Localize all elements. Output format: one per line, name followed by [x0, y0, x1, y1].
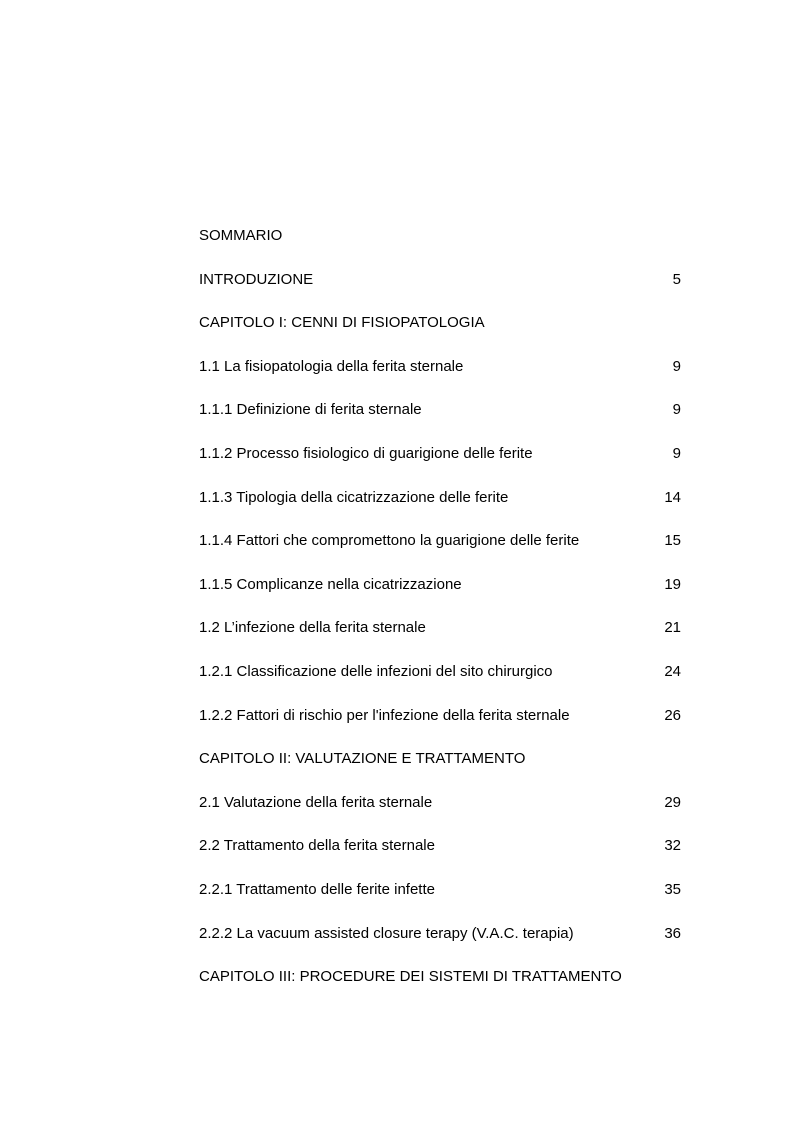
toc-chapter-heading — [199, 966, 681, 988]
toc-entry-page: 35 — [664, 880, 681, 898]
toc-entry — [199, 487, 681, 509]
toc-entry-label: 1.1 La fisiopatologia della ferita sternale — [199, 357, 464, 375]
toc-entry-page: 26 — [664, 706, 681, 724]
toc-entry-page: 19 — [664, 575, 681, 593]
toc-entry-label: 1.2 L’infezione della ferita sternale — [199, 619, 426, 637]
toc-entry-label: 2.2 Trattamento della ferita sternale — [199, 837, 435, 855]
toc-entry-label: 2.2.1 Trattamento delle ferite infette — [199, 880, 435, 898]
toc-entry — [199, 705, 681, 727]
toc-entry-label: CAPITOLO III: PROCEDURE DEI SISTEMI DI TRATTAMENTO — [199, 968, 622, 986]
toc-entry-page: 14 — [664, 488, 681, 506]
toc-entry-page: 15 — [664, 532, 681, 550]
toc-entry-label: INTRODUZIONE — [199, 270, 314, 288]
toc-entry — [199, 399, 681, 421]
toc-entry-page: 29 — [664, 793, 681, 811]
toc-entry — [199, 792, 681, 814]
toc-entry-label: CAPITOLO II: VALUTAZIONE E TRATTAMENTO — [199, 750, 526, 768]
toc-chapter-heading — [199, 312, 681, 334]
toc-entry-label: 1.1.2 Processo fisiologico di guarigione delle ferite — [199, 444, 533, 462]
toc-entry-label: CAPITOLO I: CENNI DI FISIOPATOLOGIA — [199, 314, 485, 332]
toc-entry-page: 9 — [672, 401, 681, 419]
table-of-contents — [199, 225, 681, 1010]
toc-entry-label: 1.1.4 Fattori che compromettono la guarigione delle ferite — [199, 532, 580, 550]
toc-entry — [199, 574, 681, 596]
toc-entry-label: 2.1 Valutazione della ferita sternale — [199, 793, 433, 811]
toc-entry — [199, 443, 681, 465]
toc-entry-label: 1.1.3 Tipologia della cicatrizzazione delle ferite — [199, 488, 509, 506]
toc-entry — [199, 530, 681, 552]
toc-entry-page: 32 — [664, 837, 681, 855]
toc-entry — [199, 835, 681, 857]
toc-chapter-heading — [199, 748, 681, 770]
toc-entry — [199, 661, 681, 683]
toc-entry-page: 9 — [672, 444, 681, 462]
toc-entry-page: 24 — [664, 662, 681, 680]
toc-entry-page: 9 — [672, 357, 681, 375]
toc-entry-page: 5 — [672, 270, 681, 288]
toc-entry — [199, 617, 681, 639]
toc-entry — [199, 879, 681, 901]
toc-entry — [199, 269, 681, 291]
toc-entry-label: 1.2.1 Classificazione delle infezioni del sito chirurgico — [199, 662, 553, 680]
toc-entry — [199, 923, 681, 945]
toc-entry-label: 2.2.2 La vacuum assisted closure terapy (V.A.C. terapia) — [199, 924, 574, 942]
toc-title: SOMMARIO — [199, 227, 283, 244]
toc-entry-page: 36 — [664, 924, 681, 942]
toc-entry-label: 1.2.2 Fattori di rischio per l'infezione della ferita sternale — [199, 706, 570, 724]
toc-entry-page: 21 — [664, 619, 681, 637]
toc-entry — [199, 356, 681, 378]
toc-entry-label: 1.1.1 Definizione di ferita sternale — [199, 401, 422, 419]
toc-entry-label: 1.1.5 Complicanze nella cicatrizzazione — [199, 575, 462, 593]
